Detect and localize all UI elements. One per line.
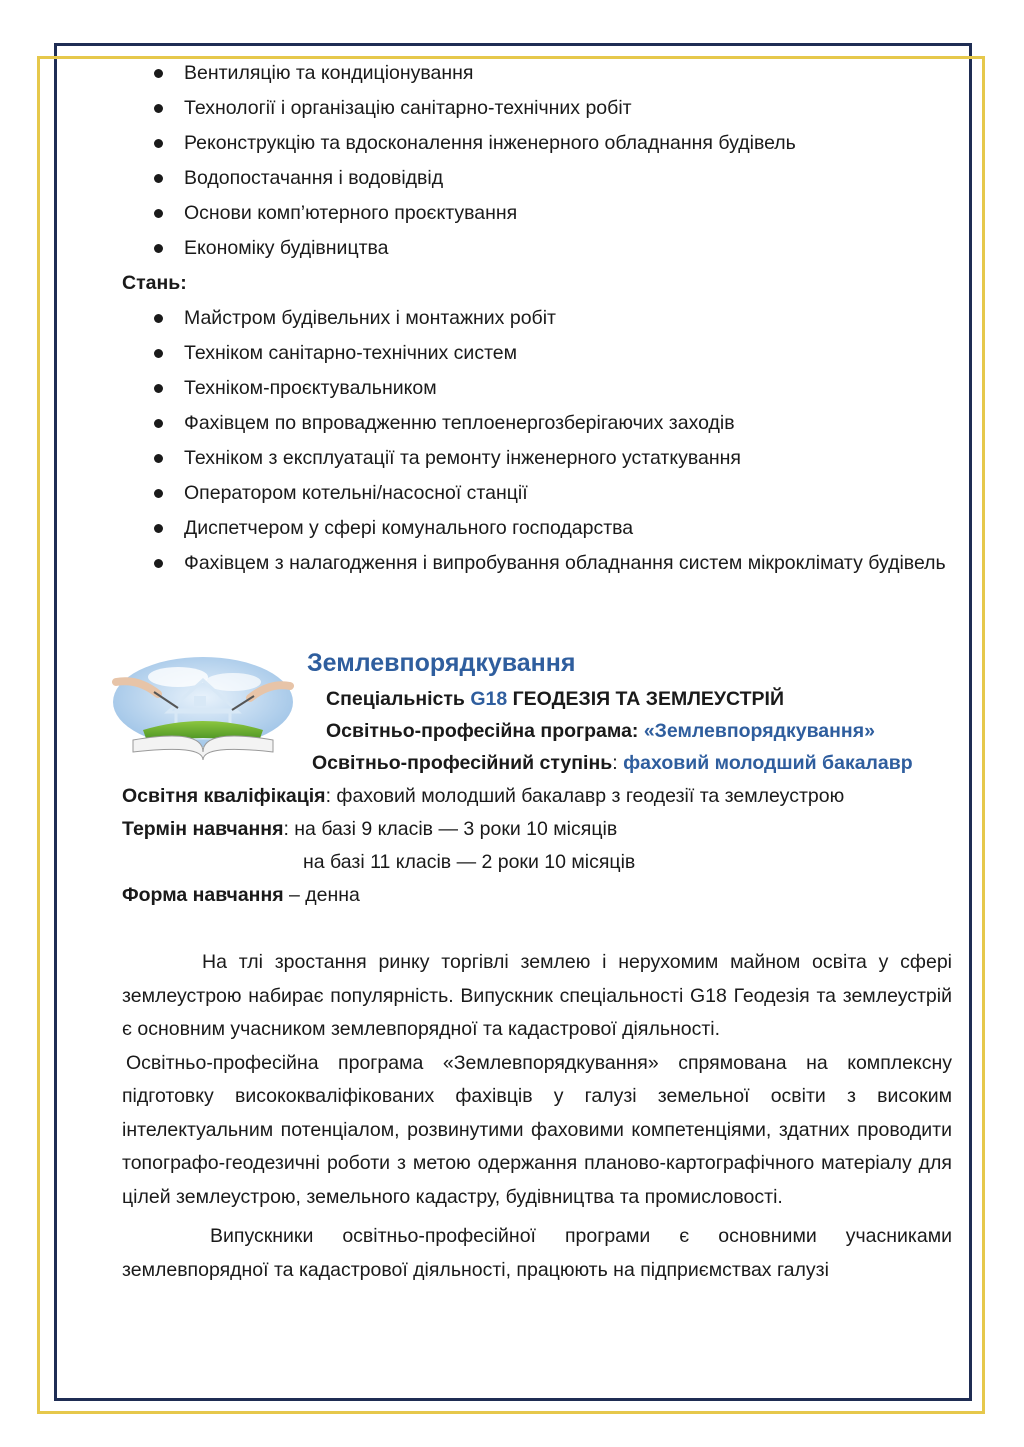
bullet-icon: [154, 524, 163, 533]
bullet-icon: [154, 174, 163, 183]
list-item: Фахівцем по впровадженню теплоенергозберігаючих заходів: [122, 410, 952, 436]
term-line: Термін навчання: на базі 9 класів — 3 роки 10 місяців: [122, 818, 618, 840]
bullet-icon: [154, 104, 163, 113]
degree-line: Освітньо-професійний ступінь: фаховий молодший бакалавр: [312, 752, 913, 774]
list-item: Техніком-проєктувальником: [122, 375, 952, 401]
program-title: Землевпорядкування: [307, 649, 576, 677]
list-item: Фахівцем з налагодження і випробування обладнання систем мікроклімату будівель: [122, 550, 952, 576]
bullet-icon: [154, 559, 163, 568]
paragraph-1: На тлі зростання ринку торгівлі землею і нерухомим майном освіта у сфері землеустрою набирає популярність. Випускник спеціальності G18 Геодезія та землеустрій є основним учасником землевпорядної та кадастрової діяльності.: [122, 951, 952, 1040]
bullet-icon: [154, 454, 163, 463]
bullet-icon: [154, 349, 163, 358]
bullet-icon: [154, 139, 163, 148]
list-item: Основи комп’ютерного проєктування: [122, 200, 952, 226]
bullet-icon: [154, 69, 163, 78]
qualification-line: Освітня кваліфікація: фаховий молодший бакалавр з геодезії та землеустрою: [122, 785, 845, 807]
list-item: Майстром будівельних і монтажних робіт: [122, 305, 952, 331]
specialty-line: Спеціальність G18 ГЕОДЕЗІЯ ТА ЗЕМЛЕУСТРІЙ: [326, 688, 784, 710]
program-line: Освітньо-професійна програма: «Землевпорядкування»: [326, 720, 875, 742]
bullet-icon: [154, 384, 163, 393]
bullet-icon: [154, 209, 163, 218]
careers-list: [122, 305, 952, 576]
program-details: [122, 780, 952, 912]
list-item: Вентиляцію та кондиціонування: [122, 60, 952, 86]
list-item: Реконструкцію та вдосконалення інженерного обладнання будівель: [122, 130, 952, 156]
bullet-icon: [154, 244, 163, 253]
list-item: Техніком санітарно-технічних систем: [122, 340, 952, 366]
list-item: Технології і організацію санітарно-технічних робіт: [122, 95, 952, 121]
bullet-icon: [154, 314, 163, 323]
list-item: Техніком з експлуатації та ремонту інженерного устаткування: [122, 445, 952, 471]
land-book-illustration-icon: [108, 652, 298, 764]
become-label: Стань:: [122, 272, 187, 294]
paragraph-3: Випускники освітньо-професійної програми є основними учасниками землевпорядної та кадастрової діяльності, працюють на підприємствах галузі: [122, 1225, 952, 1281]
bullet-icon: [154, 489, 163, 498]
page-content: [122, 60, 952, 1287]
program-header: [122, 648, 952, 780]
form-line: Форма навчання – денна: [122, 884, 360, 906]
paragraph-2: Освітньо-професійна програма «Землевпорядкування» спрямована на комплексну підготовку висококваліфікованих фахівців у галузі земельної освіти з високим інтелектуальним потенціалом, розвинутими фаховими компетенціями, здатних проводити топографо-геодезичні роботи з метою одержання планово-картографічного матеріалу для цілей землеустрою, земельного кадастру, будівництва та промисловості.: [122, 1051, 952, 1208]
list-item: Водопостачання і водовідвід: [122, 165, 952, 191]
bullet-icon: [154, 419, 163, 428]
list-item: Економіку будівництва: [122, 235, 952, 261]
list-item: Диспетчером у сфері комунального господарства: [122, 515, 952, 541]
term-line-2: на базі 11 класів — 2 роки 10 місяців: [303, 851, 636, 873]
list-item: Оператором котельні/насосної станції: [122, 480, 952, 506]
subjects-list: [122, 60, 952, 261]
